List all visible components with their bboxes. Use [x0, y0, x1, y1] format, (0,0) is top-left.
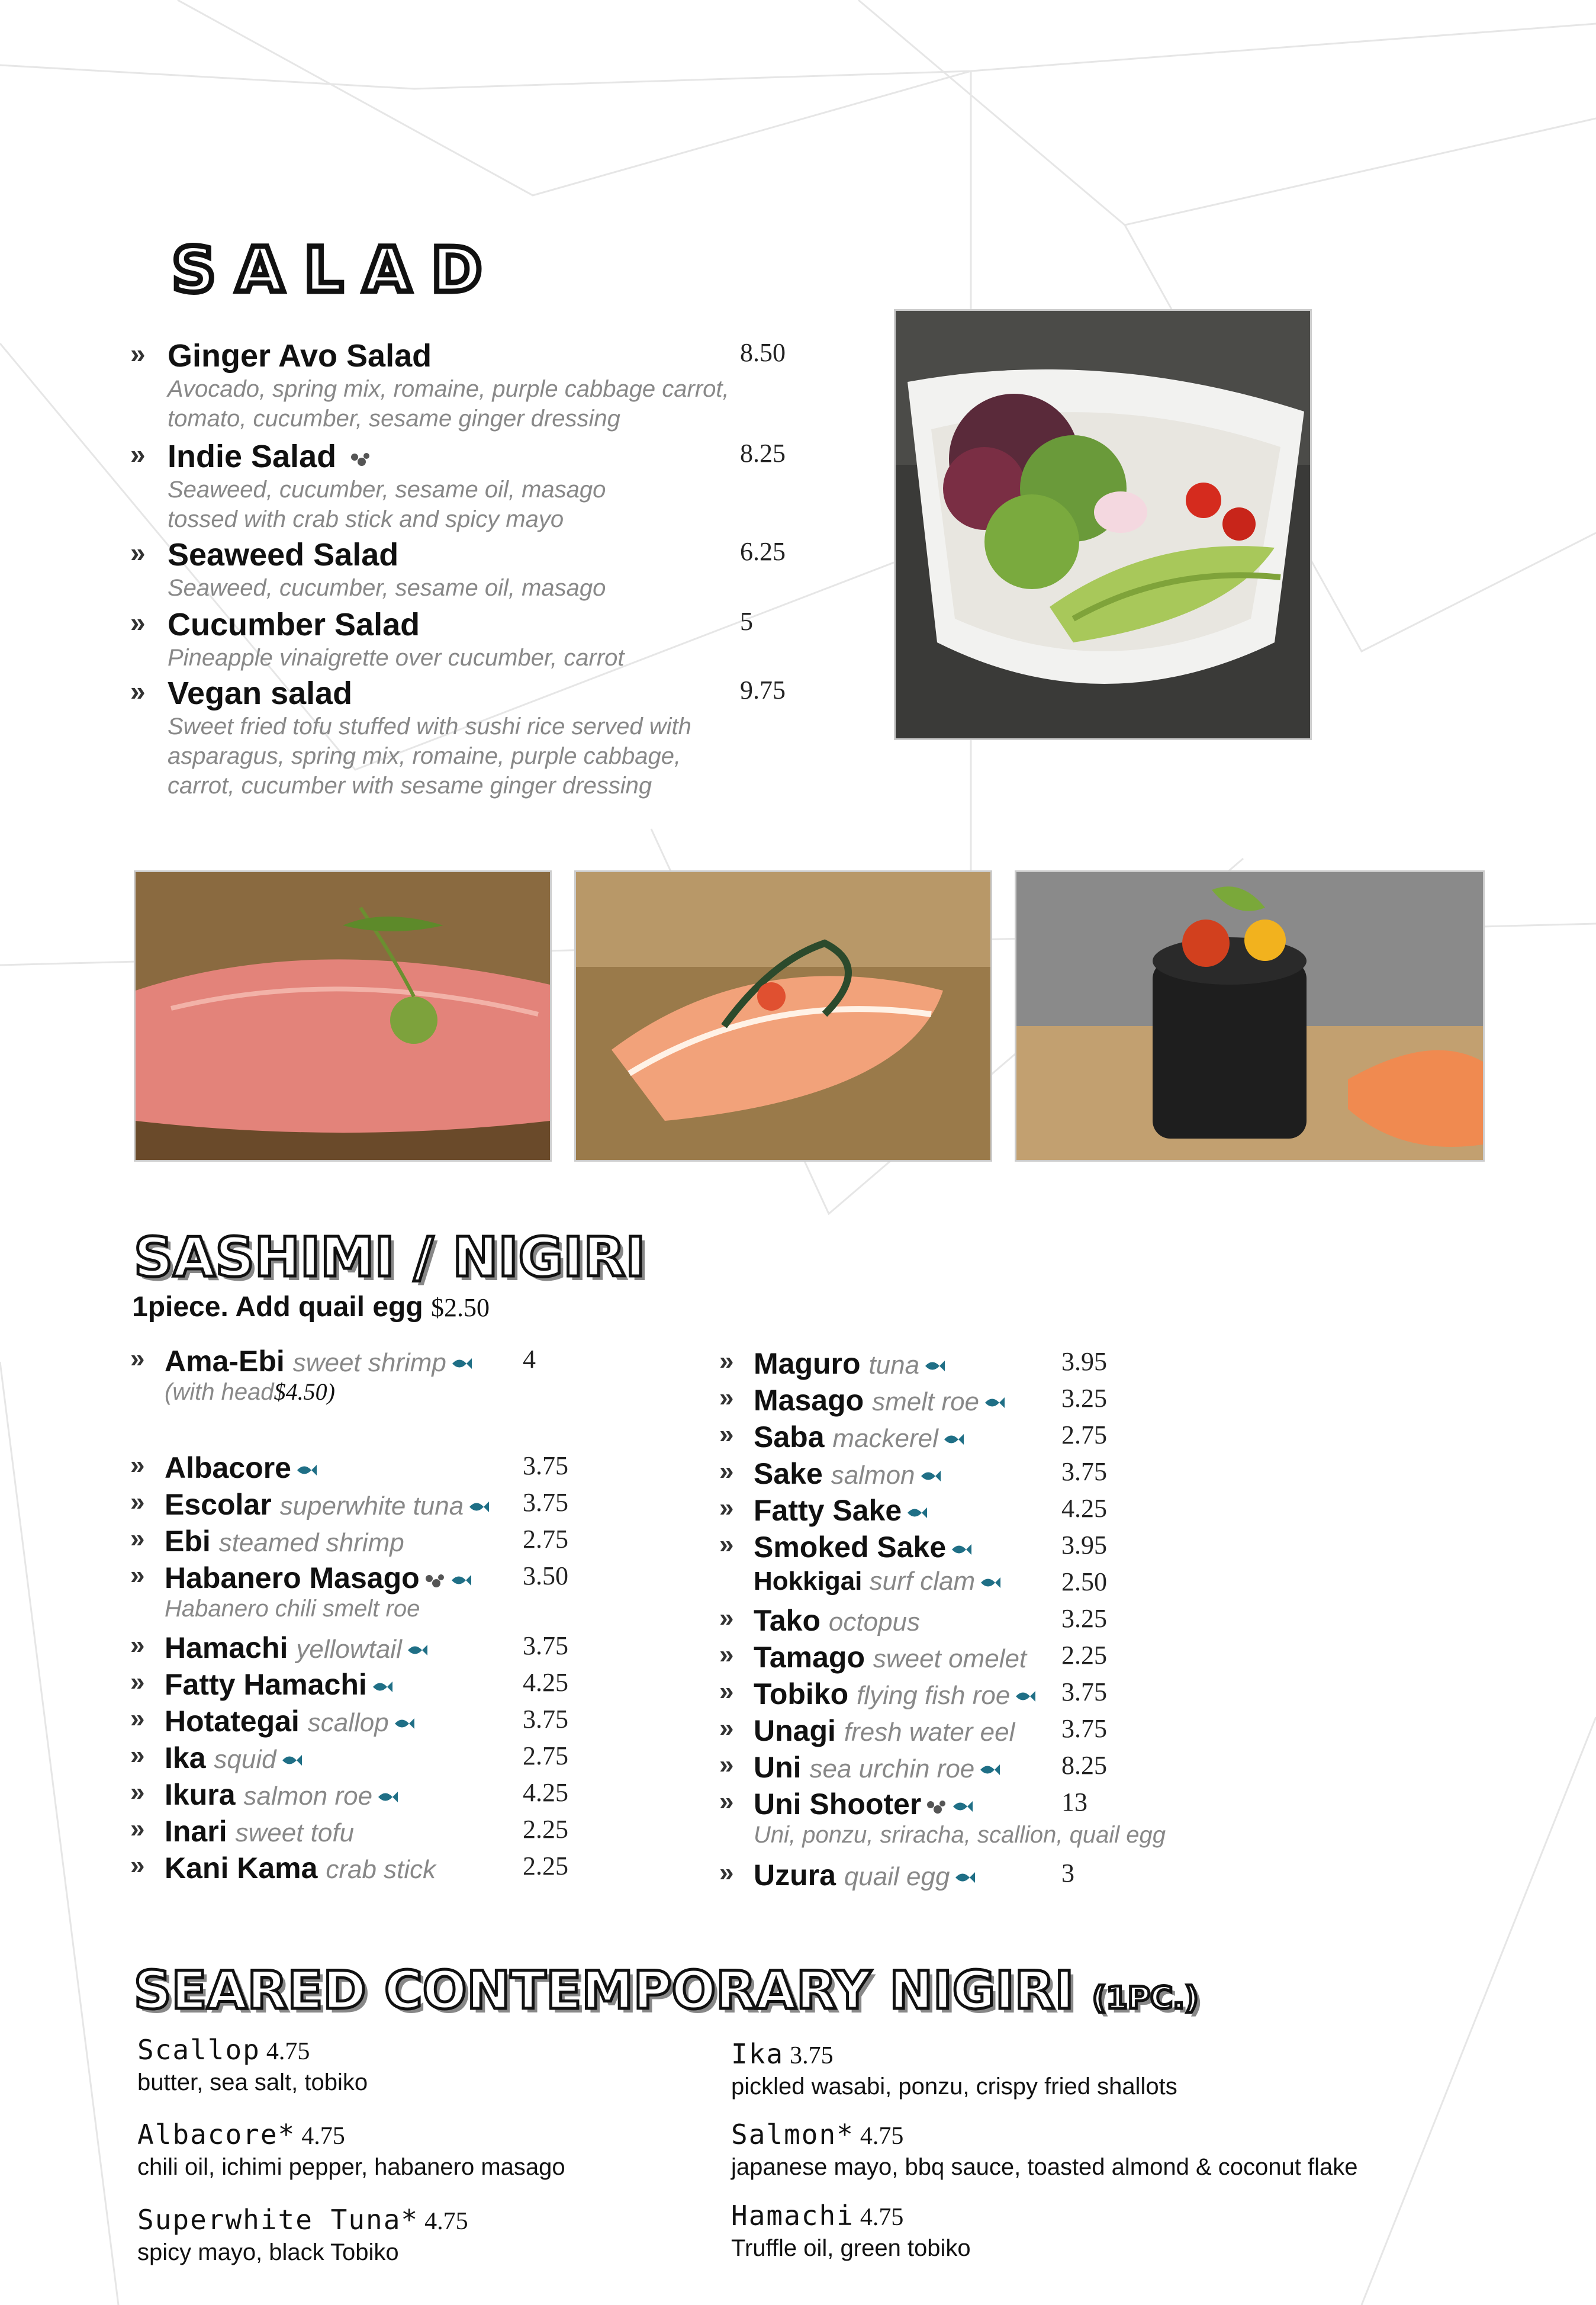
item-price: 2.75 — [523, 1741, 568, 1770]
seared-item-name: Superwhite Tuna* 4.75 — [137, 2204, 468, 2236]
seared-item-price: 4.75 — [424, 2208, 468, 2235]
item-english: tuna — [868, 1351, 920, 1380]
bullet: » — [719, 1457, 734, 1486]
menu-item — [719, 1383, 1370, 1419]
item-description: Avocado, spring mix, romaine, purple cabbage carrot, tomato, cucumber, sesame ginger dressing — [168, 376, 729, 432]
seared-item-name: Albacore* 4.75 — [137, 2118, 345, 2150]
menu-item — [719, 1750, 1370, 1786]
item-english: surf clam — [869, 1567, 976, 1596]
item-description: Sweet fried tofu stuffed with sushi rice served with asparagus, spring mix, romaine, purple cabbage, carrot, cucumber with sesame ginger dressing — [168, 713, 691, 799]
item-price: 3.25 — [1061, 1384, 1107, 1413]
menu-item — [130, 1524, 781, 1560]
menu-item — [719, 1493, 1370, 1529]
item-name: Escolar superwhite tuna — [165, 1487, 490, 1522]
item-english: quail egg — [844, 1862, 950, 1891]
menu-item — [719, 1346, 1370, 1382]
menu-item — [719, 1530, 1370, 1565]
bullet: » — [130, 537, 146, 568]
bullet: » — [130, 1631, 145, 1660]
item-price: 3.75 — [523, 1488, 568, 1517]
fish-icon — [394, 1716, 415, 1731]
fish-icon — [451, 1573, 472, 1588]
seared-title-text: SEARED CONTEMPORARY NIGIRI — [134, 1960, 1074, 2021]
item-price: 2.75 — [1061, 1420, 1107, 1449]
item-name: Uzura quail egg — [754, 1858, 976, 1892]
item-price: 3.75 — [1061, 1457, 1107, 1486]
salad-section-title: SALAD — [172, 234, 503, 306]
item-description: Seaweed, cucumber, sesame oil, masago — [168, 575, 606, 601]
item-name: Ika squid — [165, 1741, 303, 1775]
item-name: Indie Salad — [168, 438, 371, 475]
menu-item — [130, 1487, 781, 1523]
bullet: » — [130, 676, 146, 706]
item-price: 3.75 — [523, 1705, 568, 1734]
item-name: Cucumber Salad — [168, 607, 420, 642]
item-name: Ebi steamed shrimp — [165, 1525, 404, 1558]
item-name: Seaweed Salad — [168, 537, 399, 573]
seared-item-price: 4.75 — [860, 2123, 904, 2150]
item-english: salmon roe — [243, 1782, 373, 1811]
bullet: » — [130, 1741, 145, 1770]
seared-item-description: spicy mayo, black Tobiko — [137, 2239, 399, 2265]
item-price: 3.25 — [1061, 1604, 1107, 1633]
fish-icon — [984, 1395, 1005, 1410]
item-price: 3.75 — [1061, 1677, 1107, 1706]
item-name: Ama-Ebi sweet shrimp — [165, 1344, 472, 1378]
item-price: 3.75 — [523, 1451, 568, 1480]
menu-item — [130, 1777, 781, 1813]
menu-item — [719, 1640, 1370, 1676]
bullet: » — [719, 1750, 734, 1779]
bullet: » — [719, 1493, 734, 1522]
item-name: Fatty Sake — [754, 1493, 928, 1528]
fish-icon — [1015, 1689, 1036, 1704]
sashimi-nigiri-section-title: SASHIMI / NIGIRI — [134, 1226, 646, 1289]
seared-item-description: chili oil, ichimi pepper, habanero masago — [137, 2154, 565, 2180]
item-description: Pineapple vinaigrette over cucumber, carrot — [168, 645, 625, 671]
item-name: Maguro tuna — [754, 1346, 945, 1381]
item-price: 2.50 — [1061, 1567, 1107, 1596]
menu-item — [130, 1631, 781, 1666]
item-english: crab stick — [326, 1855, 436, 1884]
menu-item — [719, 1457, 1370, 1492]
seared-item-name: Ika 3.75 — [731, 2038, 834, 2070]
bullet: » — [130, 1487, 145, 1516]
bullet: » — [719, 1346, 734, 1375]
item-price: 4 — [523, 1345, 536, 1374]
fish-icon — [281, 1753, 303, 1768]
bullet: » — [130, 338, 146, 369]
item-name: Unagi fresh water eel — [754, 1714, 1015, 1747]
item-name: Saba mackerel — [754, 1420, 964, 1454]
item-name: Uni Shooter — [754, 1787, 973, 1821]
item-name: Sake salmon — [754, 1457, 941, 1491]
seared-item-name: Scallop 4.75 — [137, 2034, 310, 2066]
menu-item — [719, 1714, 1370, 1749]
bullet: » — [130, 1344, 145, 1373]
roe-icon — [926, 1798, 947, 1815]
item-price: 6.25 — [740, 537, 786, 566]
item-price: 3.75 — [1061, 1714, 1107, 1743]
item-name: Tako octopus — [754, 1604, 921, 1637]
item-name: Inari sweet tofu — [165, 1815, 355, 1848]
item-english: sweet shrimp — [292, 1348, 446, 1377]
menu-item — [719, 1567, 1370, 1602]
item-name: Tamago sweet omelet — [754, 1641, 1027, 1674]
fish-icon — [920, 1468, 941, 1484]
bullet: » — [719, 1530, 734, 1559]
fish-icon — [979, 1762, 1000, 1777]
item-price: 3.95 — [1061, 1531, 1107, 1560]
menu-item — [719, 1420, 1370, 1455]
seared-nigiri-section-title — [134, 1960, 1199, 2021]
item-price: 3.50 — [523, 1561, 568, 1590]
bullet: » — [719, 1677, 734, 1706]
seared-item-description: butter, sea salt, tobiko — [137, 2069, 368, 2095]
bullet: » — [719, 1714, 734, 1743]
item-price: 4.25 — [523, 1668, 568, 1697]
fish-icon — [407, 1642, 428, 1658]
fish-icon — [906, 1505, 928, 1520]
fish-icon — [296, 1462, 317, 1478]
menu-item — [130, 1814, 781, 1850]
quail-egg-note — [132, 1291, 490, 1323]
bullet: » — [130, 439, 146, 470]
item-name: Albacore — [165, 1451, 317, 1485]
item-english: steamed shrimp — [218, 1528, 404, 1557]
item-name: Uni sea urchin roe — [754, 1750, 1000, 1785]
seared-item-price: 4.75 — [860, 2204, 904, 2231]
bullet: » — [130, 1524, 145, 1553]
item-name: Hokkigai surf clam — [754, 1567, 1001, 1596]
seared-item-price: 4.75 — [266, 2038, 310, 2065]
fish-icon — [468, 1499, 490, 1515]
fish-icon — [954, 1870, 976, 1885]
menu-item — [719, 1858, 1370, 1893]
menu-item — [130, 1561, 781, 1622]
item-price: 4.25 — [1061, 1494, 1107, 1523]
item-english: squid — [214, 1745, 276, 1774]
seared-item-description: Truffle oil, green tobiko — [731, 2235, 971, 2261]
item-english: octopus — [828, 1608, 921, 1637]
seared-item-price: 4.75 — [301, 2123, 345, 2150]
item-name: Habanero Masago — [165, 1561, 472, 1595]
item-sub: (with head$4.50) — [165, 1378, 335, 1405]
item-price: 9.75 — [740, 676, 786, 705]
item-english: fresh water eel — [844, 1718, 1015, 1747]
menu-item — [130, 1851, 781, 1886]
bullet: » — [130, 1704, 145, 1733]
bullet: » — [719, 1420, 734, 1449]
bullet: » — [719, 1383, 734, 1412]
seared-item-price: 3.75 — [790, 2042, 834, 2069]
note-price: $2.50 — [431, 1293, 490, 1322]
item-price: 2.25 — [523, 1815, 568, 1844]
item-description: Seaweed, cucumber, sesame oil, masago tossed with crab stick and spicy mayo — [168, 477, 606, 532]
fish-icon — [451, 1356, 472, 1371]
item-price: 5 — [740, 607, 753, 636]
fish-icon — [372, 1679, 393, 1695]
roe-icon — [350, 450, 371, 468]
item-price: 2.25 — [1061, 1641, 1107, 1670]
seared-item-description: japanese mayo, bbq sauce, toasted almond & coconut flake — [731, 2154, 1358, 2180]
seared-item-description: pickled wasabi, ponzu, crispy fried shallots — [731, 2073, 1177, 2100]
item-english: sweet omelet — [873, 1644, 1027, 1673]
fish-icon — [377, 1789, 398, 1805]
item-price: 8.25 — [740, 439, 786, 468]
item-price: 2.25 — [523, 1851, 568, 1880]
item-name: Fatty Hamachi — [165, 1667, 393, 1702]
bullet: » — [130, 1451, 145, 1480]
item-name: Masago smelt roe — [754, 1383, 1005, 1417]
item-english: salmon — [831, 1461, 915, 1490]
item-english: flying fish roe — [857, 1681, 1011, 1710]
fish-icon — [924, 1358, 945, 1374]
menu-item — [130, 1451, 781, 1486]
item-english: mackerel — [832, 1424, 938, 1453]
menu-item — [719, 1603, 1370, 1639]
item-name: Kani Kama crab stick — [165, 1851, 436, 1885]
bullet: » — [130, 1561, 145, 1590]
bullet: » — [719, 1603, 734, 1632]
menu-item — [719, 1677, 1370, 1712]
item-name: Ikura salmon roe — [165, 1777, 398, 1812]
item-english: sweet tofu — [235, 1818, 355, 1847]
bullet: » — [719, 1787, 734, 1816]
bullet: » — [719, 1858, 734, 1887]
menu-item — [130, 1667, 781, 1703]
item-price: 8.25 — [1061, 1751, 1107, 1780]
bullet: » — [130, 607, 146, 638]
item-price: 2.75 — [523, 1525, 568, 1554]
roe-icon — [424, 1571, 446, 1589]
item-english: yellowtail — [296, 1635, 402, 1664]
salad-photo — [894, 309, 1312, 740]
item-sub-price: $4.50) — [273, 1378, 335, 1405]
item-name: Hamachi yellowtail — [165, 1631, 428, 1665]
item-price: 3.75 — [523, 1631, 568, 1660]
menu-item — [719, 1787, 1370, 1848]
salmon-nigiri-photo — [574, 870, 992, 1162]
menu-item — [130, 1704, 781, 1740]
item-name: Hotategai scallop — [165, 1704, 415, 1738]
item-name: Vegan salad — [168, 676, 353, 711]
gunkan-nigiri-photo — [1015, 870, 1485, 1162]
item-sub: Habanero chili smelt roe — [165, 1596, 420, 1622]
item-price: 4.25 — [523, 1778, 568, 1807]
item-name: Smoked Sake — [754, 1530, 972, 1564]
item-english: sea urchin roe — [809, 1754, 975, 1783]
item-price: 8.50 — [740, 338, 786, 367]
seared-title-suffix: (1PC.) — [1092, 1981, 1199, 2016]
bullet: » — [130, 1814, 145, 1843]
menu-item — [130, 1344, 781, 1405]
seared-item-name: Hamachi 4.75 — [731, 2200, 904, 2232]
bullet: » — [719, 1640, 734, 1669]
item-english: smelt roe — [872, 1387, 980, 1416]
fish-icon — [952, 1799, 973, 1814]
item-sub: Uni, ponzu, sriracha, scallion, quail egg — [754, 1822, 1166, 1848]
item-price: 13 — [1061, 1788, 1087, 1817]
fish-icon — [943, 1432, 964, 1447]
seared-item-name: Salmon* 4.75 — [731, 2118, 904, 2150]
item-english: superwhite tuna — [279, 1491, 464, 1520]
fish-icon — [980, 1575, 1001, 1590]
item-name: Tobiko flying fish roe — [754, 1677, 1036, 1711]
menu-item — [130, 1741, 781, 1776]
item-name: Ginger Avo Salad — [168, 338, 432, 374]
bullet: » — [130, 1667, 145, 1696]
item-price: 3.95 — [1061, 1347, 1107, 1376]
tuna-sashimi-photo — [134, 870, 552, 1162]
bullet: » — [130, 1777, 145, 1806]
item-english: scallop — [307, 1708, 389, 1737]
fish-icon — [951, 1542, 972, 1557]
item-price: 3 — [1061, 1859, 1074, 1888]
note-text: 1piece. Add quail egg — [132, 1291, 423, 1323]
bullet: » — [130, 1851, 145, 1880]
